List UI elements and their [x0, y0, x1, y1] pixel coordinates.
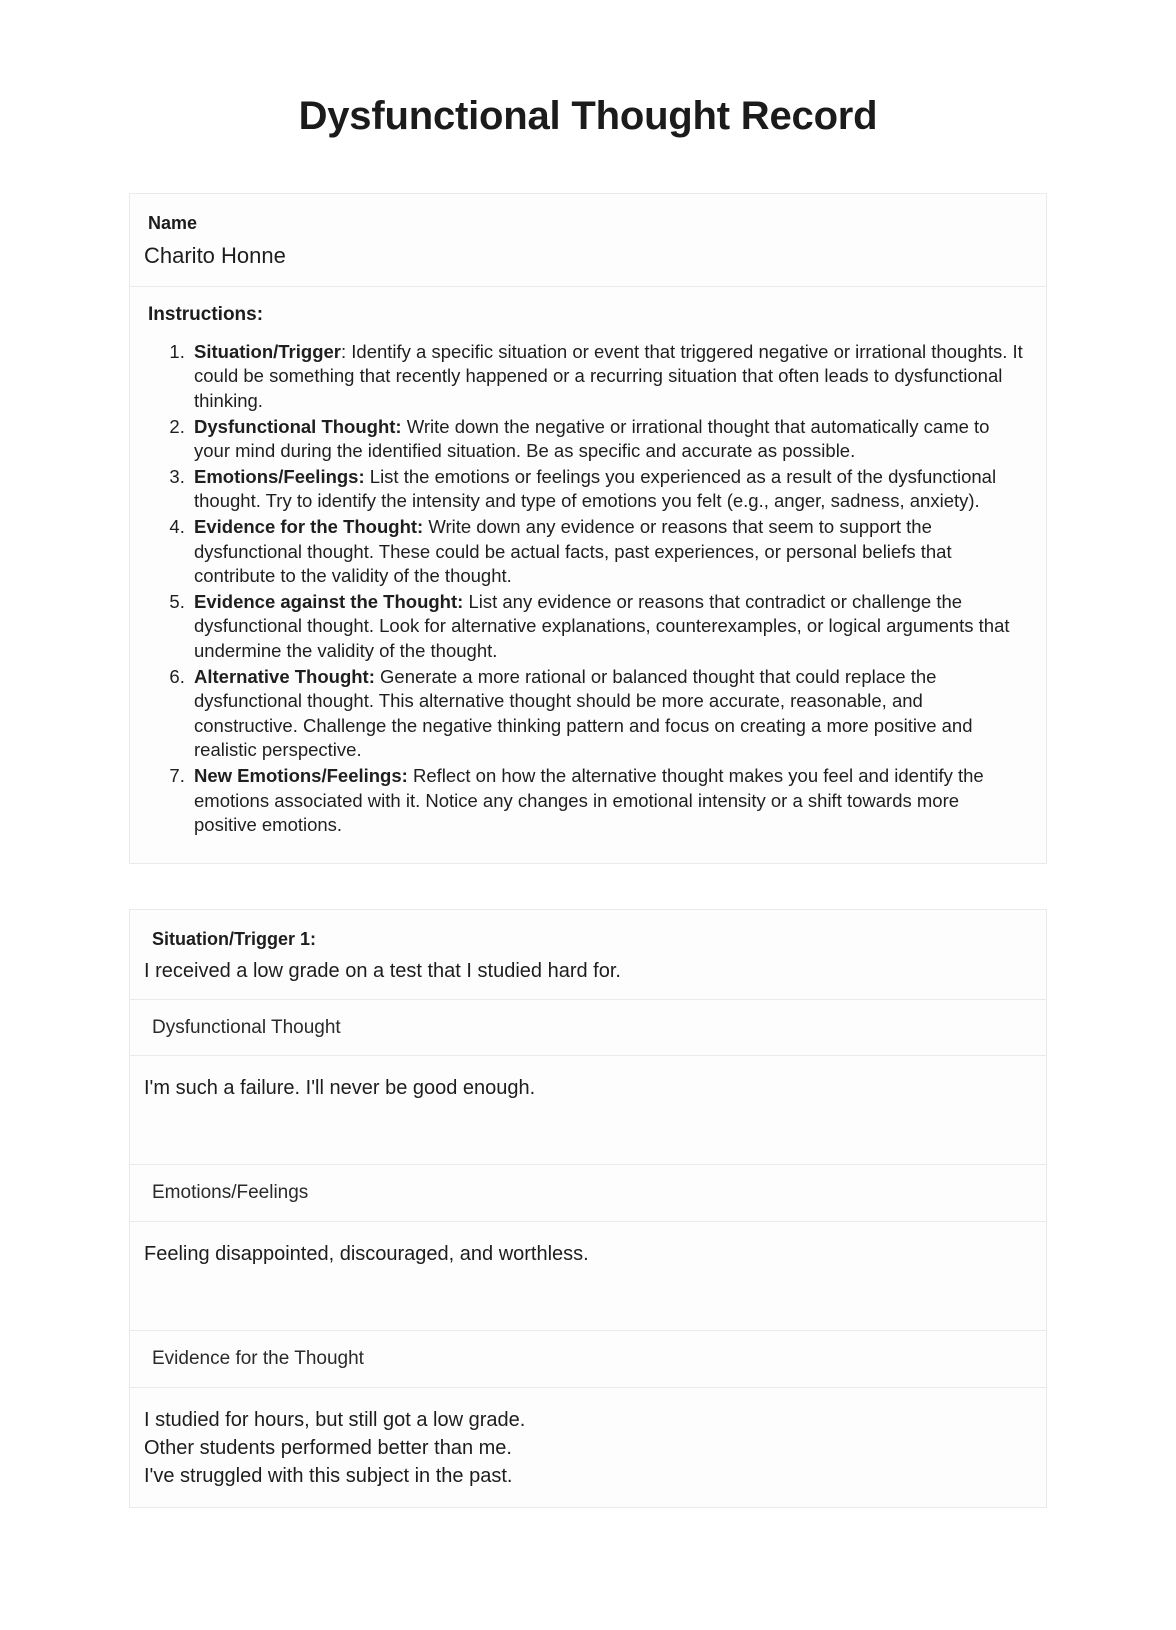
field-answer[interactable] [130, 1222, 1046, 1330]
name-cell [130, 194, 1046, 286]
instruction-term: Evidence for the Thought: [194, 516, 424, 538]
name-value[interactable]: Charito Honne [144, 243, 286, 268]
field-answer-line: Other students performed better than me. [144, 1436, 512, 1459]
instruction-term: New Emotions/Feelings: [194, 764, 408, 786]
field-answer-line: I'm such a failure. I'll never be good enough. [144, 1077, 536, 1100]
instructions-row [130, 287, 1046, 863]
situation-trigger-label: Situation/Trigger 1: [152, 928, 317, 949]
field-label: Dysfunctional Thought [152, 1016, 341, 1038]
instructions-heading: Instructions: [148, 303, 264, 325]
field-answer-line: I studied for hours, but still got a low grade. [144, 1408, 526, 1431]
instruction-item [190, 465, 1024, 514]
field-label: Emotions/Feelings [152, 1182, 309, 1204]
field-label: Evidence for the Thought [152, 1347, 364, 1369]
instruction-text: Generate a more rational or balanced thought that could replace the dysfunctional thought. This alternative thought should be more accurate, reasonable, and constructive. Challenge the negative thinking pattern and focus on creating a more positive and realistic perspective. [194, 665, 973, 761]
instruction-item [190, 590, 1024, 664]
instruction-term: Dysfunctional Thought: [194, 415, 402, 437]
field-label-row [130, 1331, 1046, 1388]
instruction-text: List the emotions or feelings you experienced as a result of the dysfunctional thought. Try to identify the intensity and type of emotions you felt (e.g., anger, sadness, anxiety). [194, 465, 997, 512]
field-answer[interactable] [130, 1388, 1046, 1507]
name-and-instructions-table [129, 193, 1047, 864]
field-answer-row [130, 1388, 1046, 1507]
instruction-text: List any evidence or reasons that contradict or challenge the dysfunctional thought. Look for alternative explanations, counterexamples, or logical arguments that undermine the validity of the thought. [194, 590, 1010, 662]
field-answer-line: I've struggled with this subject in the past. [144, 1465, 513, 1488]
field-answer-line: Feeling disappointed, discouraged, and worthless. [144, 1242, 589, 1265]
field-answer-row [130, 1056, 1046, 1165]
name-row [130, 194, 1046, 287]
page-title: Dysfunctional Thought Record [298, 94, 878, 138]
instruction-text: : Identify a specific situation or event that triggered negative or irrational thoughts. It could be something that recently happened or a recurring situation that often leads to dysfunctional thinking. [194, 340, 1023, 412]
field-label-row [130, 1165, 1046, 1222]
field-label-row [130, 1000, 1046, 1057]
field-answer[interactable] [130, 1056, 1046, 1164]
field-answer-row [130, 1222, 1046, 1331]
instructions-list [144, 340, 1024, 838]
instruction-term: Situation/Trigger [194, 340, 341, 362]
situation-trigger-value[interactable]: I received a low grade on a test that I studied hard for. [144, 959, 621, 982]
instruction-text: Write down any evidence or reasons that seem to support the dysfunctional thought. These could be actual facts, past experiences, or personal beliefs that contribute to the validity of the thought. [194, 516, 952, 587]
instruction-item [190, 665, 1024, 763]
instruction-item [190, 415, 1024, 464]
instruction-term: Emotions/Feelings: [194, 465, 365, 487]
name-label: Name [148, 213, 198, 233]
instruction-item [190, 764, 1024, 838]
instruction-text: Reflect on how the alternative thought makes you feel and identify the emotions associated with it. Notice any changes in emotional intensity or a shift towards more positive emotions. [194, 764, 984, 836]
situation-trigger-cell [130, 910, 1046, 999]
thought-record-entry-table [129, 909, 1047, 1508]
instruction-item [190, 515, 1024, 589]
instruction-text: Write down the negative or irrational thought that automatically came to your mind during the identified situation. Be as specific and accurate as possible. [194, 415, 990, 462]
instruction-term: Evidence against the Thought: [194, 590, 464, 612]
instruction-item [190, 340, 1024, 414]
situation-trigger-row [130, 910, 1046, 1000]
entry-fields-container [130, 1000, 1046, 1507]
instructions-cell [130, 287, 1046, 863]
instruction-term: Alternative Thought: [194, 665, 375, 687]
